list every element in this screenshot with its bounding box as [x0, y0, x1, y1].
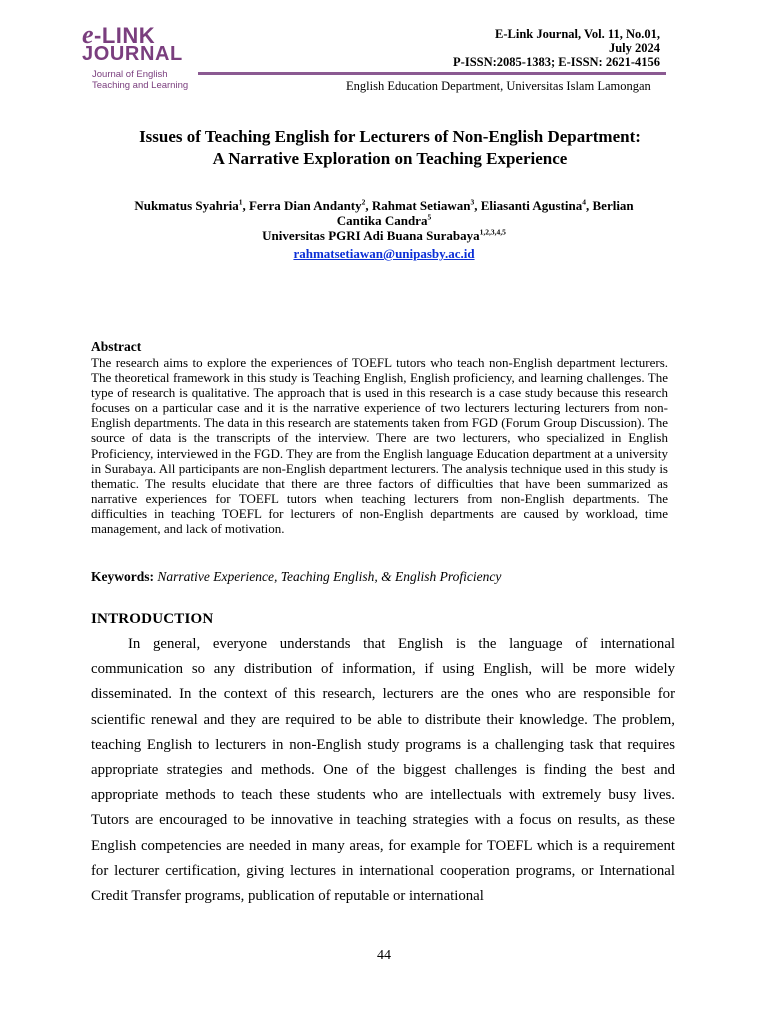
logo-tagline: Journal of English Teaching and Learning: [92, 69, 189, 91]
keywords-line: [91, 569, 501, 585]
author-list: Nukmatus Syahria$^1$, Ferra Dian Andanty$^2$, Rahmat Setiawan$^3$, Eliasanti Agustina$^4$, Berlian: [134, 197, 634, 213]
author-name: Nukmatus Syahria: [134, 198, 239, 213]
author-name: Rahmat Setiawan: [371, 198, 471, 213]
journal-logo: [78, 18, 200, 96]
page-number: 44: [377, 948, 391, 963]
abstract-heading: Abstract: [91, 339, 142, 354]
author-name: Ferra Dian Andanty: [248, 198, 362, 213]
logo-wordmark-journal: JOURNAL: [82, 43, 183, 65]
introduction-heading: INTRODUCTION: [91, 611, 214, 627]
journal-volume-line: E-Link Journal, Vol. 11, No.01,: [495, 27, 660, 41]
logo-wordmark-elink: e-LINK: [82, 20, 156, 49]
introduction-body: In general, everyone understands that English is the language of international communication so any distribution of information, if using English, will be more widely disseminated. In the context of this research, lecturers are the ones who are responsible for scientific renewal and they are required to be able to distribute their knowledge. The problem, teaching English to lecturers in non-English study programs is a challenging task that requires appropriate strategies and methods. One of the biggest challenges is finding the best and appropriate methods to teach these students who are intellectuals with extremely busy lives. Tutors are encouraged to be innovative in teaching strategies with a focus on results, as these English competencies are needed in many areas, for example for TOEFL which is a requirement for lecturer certification, giving lectures in international cooperation programs, or International Credit Transfer programs, publication of reputable or international: [91, 636, 675, 905]
email-link[interactable]: rahmatsetiawan@unipasby.ac.id: [293, 246, 475, 261]
author-affiliation: Universitas PGRI Adi Buana Surabaya$^{1,2,3,4,5}$: [262, 227, 506, 243]
keywords-text: Narrative Experience, Teaching English, & English Proficiency: [157, 569, 502, 584]
corresponding-email: [90, 246, 678, 262]
header-divider: [198, 72, 666, 75]
journal-issn-line: P-ISSN:2085-1383; E-ISSN: 2621-4156: [453, 55, 660, 69]
journal-date-line: July 2024: [608, 41, 660, 55]
author-name: Berlian: [592, 198, 634, 213]
abstract-body: The research aims to explore the experiences of TOEFL tutors who teach non-English department lecturers. The theoretical framework in this study is Teaching English, English proficiency, and learning challenges. The type of research is qualitative. The approach that is used in this research is a case study because this research focuses on a particular case and it is the narrative experience of two lecturers lecturing lecturers from non-English departments. The data in this research are statements taken from FGD (Forum Group Discussion). The source of data is the transcripts of the interview. There are two lecturers, who specialized in English Proficiency, interviewed in the FGD. They are from the English language Education department at a university in Surabaya. All participants are non-English department lecturers. The analysis technique used in this study is thematic. The results elucidate that there are three factors of difficulties that have been summarized as narrative experiences for TOEFL tutors when teaching lecturers from non-English departments. The difficulties in teaching TOEFL for lecturers of non-English departments are caused by workload, time management, and lack of motivation.: [91, 355, 668, 537]
paper-title-line2: A Narrative Exploration on Teaching Experience: [212, 149, 568, 168]
author-name: Cantika Candra: [336, 213, 428, 228]
paper-title-line1: Issues of Teaching English for Lecturers of Non-English Department:: [139, 127, 641, 146]
author-name: Eliasanti Agustina: [480, 198, 583, 213]
author-list-continued: Cantika Candra$^5$: [336, 212, 432, 228]
header-department: English Education Department, Universitas Islam Lamongan: [346, 79, 651, 93]
keywords-label: Keywords:: [91, 569, 154, 584]
